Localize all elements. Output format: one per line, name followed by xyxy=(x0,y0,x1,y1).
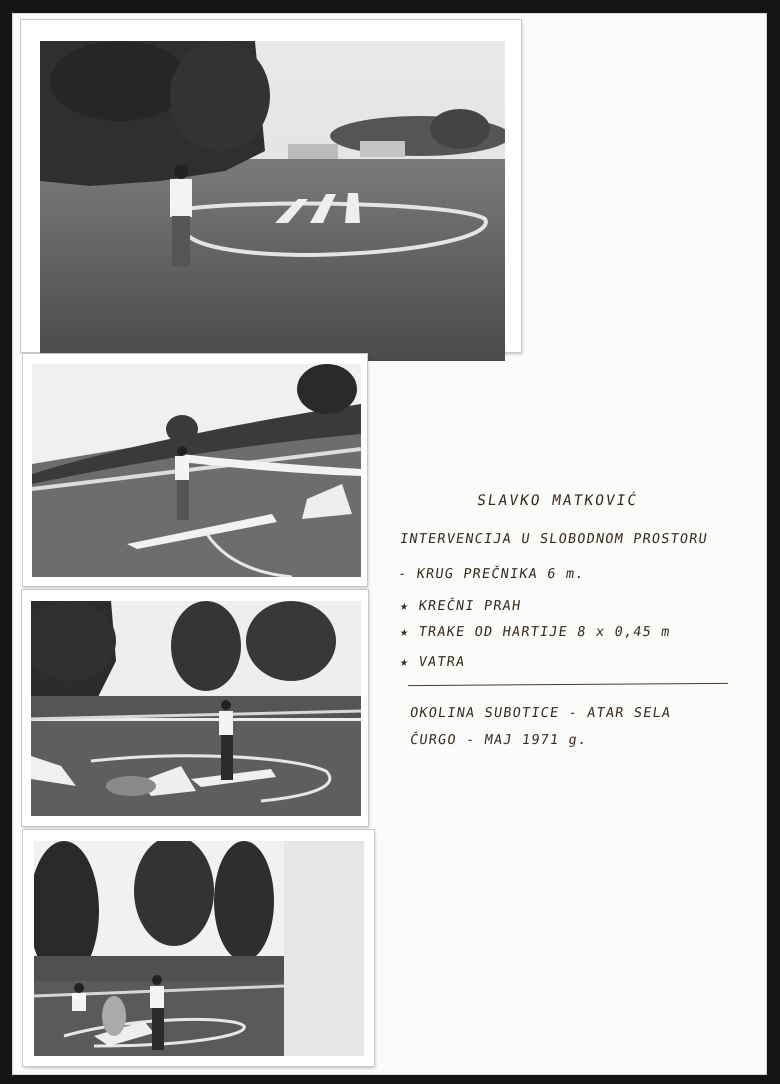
photo-2-carrying-paper-strip xyxy=(23,354,367,586)
note-paper-strips: ★ TRAKE OD HARTIJE 8 x 0,45 m xyxy=(398,624,672,640)
photo-3-image xyxy=(31,601,361,816)
photo-3-paper-strips-burning xyxy=(22,590,368,826)
note-lime-powder: ★ KREČNI PRAH xyxy=(398,598,523,614)
work-title: INTERVENCIJA U SLOBODNOM PROSTORU xyxy=(398,531,709,547)
photo-1-circle-and-paper-strips xyxy=(21,20,521,352)
note-fire: ★ VATRA xyxy=(398,654,467,670)
photo-4-image xyxy=(34,841,364,1056)
photo-4-fire-in-circle xyxy=(23,830,374,1066)
photo-1-image xyxy=(40,41,505,361)
artist-name: SLAVKO MATKOVIĆ xyxy=(475,493,640,509)
location-line-1: OKOLINA SUBOTICE - ATAR SELA xyxy=(408,705,673,721)
photo-2-image xyxy=(32,364,361,577)
location-line-2: ČURGO - MAJ 1971 g. xyxy=(408,732,589,748)
note-circle-diameter: - KRUG PREČNIKA 6 m. xyxy=(396,566,586,582)
